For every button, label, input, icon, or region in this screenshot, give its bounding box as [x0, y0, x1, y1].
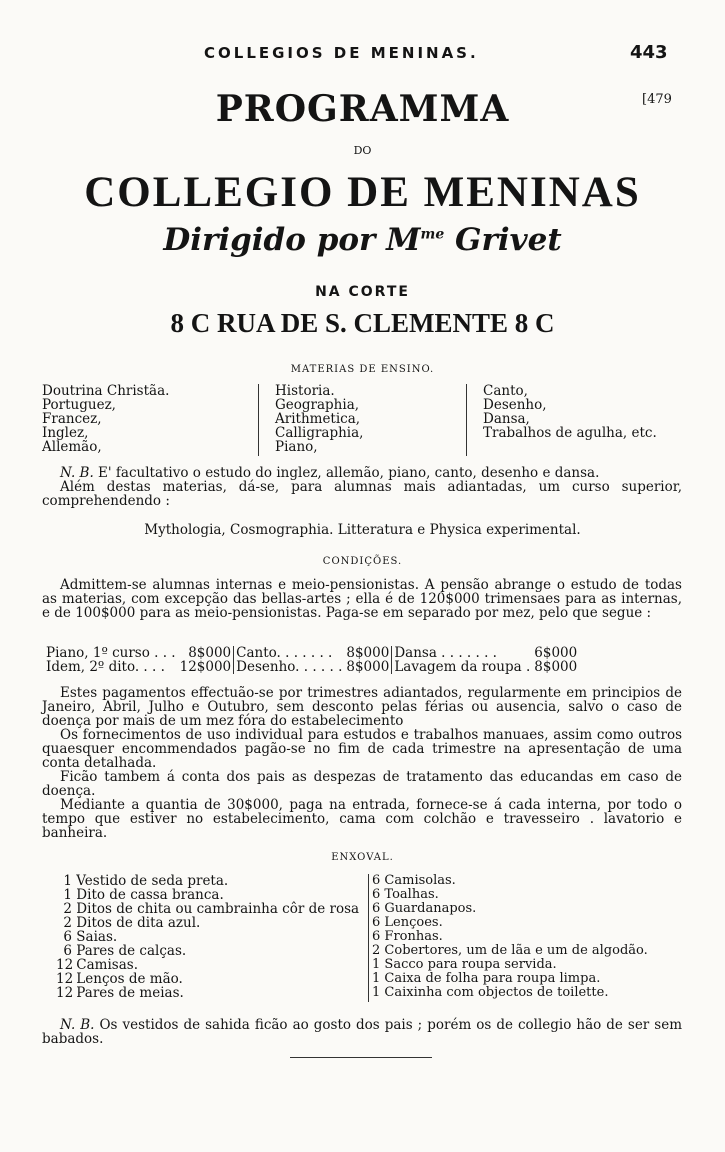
list-item: 2 Ditos de dita azul.: [63, 915, 201, 931]
materia-item: Trabalhos de agulha, etc.: [483, 425, 657, 441]
running-title: COLLEGIOS DE MENINAS.: [204, 44, 479, 62]
price-amount: 8$000: [344, 646, 391, 660]
price-amount: 8$000: [534, 659, 578, 675]
list-item: 6 Fronhas.: [372, 929, 443, 944]
column-divider: [258, 384, 259, 456]
materia-item: Francez,: [42, 411, 102, 427]
price-item: Idem, 2º dito. . . .: [46, 659, 165, 675]
nb-dresses: [42, 1018, 682, 1046]
materia-item: Portuguez,: [42, 397, 116, 413]
materia-item: Desenho,: [483, 397, 547, 413]
page-number: 443: [630, 42, 668, 63]
list-item: 6 Guardanapos.: [372, 901, 477, 916]
materia-item: Arithmetica,: [275, 411, 361, 427]
programme-title: PROGRAMMA: [215, 88, 510, 130]
list-item: 6 Camisolas.: [372, 873, 456, 888]
condicoes-heading: CONDIÇÕES.: [322, 556, 403, 567]
list-item: 1 Dito de cassa branca.: [63, 887, 224, 903]
location-line: NA CORTE: [315, 284, 410, 300]
list-item: 2 Ditos de chita ou cambrainha côr de rosa: [63, 901, 360, 917]
address-line: 8 C RUA DE S. CLEMENTE 8 C: [170, 308, 555, 338]
price-item: Lavagem da roupa .: [394, 659, 531, 675]
list-item: 1 Sacco para roupa servida.: [372, 957, 557, 972]
price-amount: 8$000: [344, 660, 391, 674]
margin-note: [479: [642, 92, 672, 107]
nb-text: E' facultativo o estudo do inglez, allemão, piano, canto, desenho e dansa.: [93, 465, 600, 481]
enxoval-heading: ENXOVAL.: [331, 852, 394, 863]
materia-item: Canto,: [483, 383, 528, 399]
nb-label: N. B.: [60, 1017, 95, 1033]
enxoval-left: [56, 874, 359, 1000]
list-item: 12 Pares de meias.: [56, 985, 184, 1001]
price-amount: 12$000: [178, 660, 234, 674]
column-divider: [368, 874, 369, 1002]
materia-item: Calligraphia,: [275, 425, 364, 441]
materia-item: Historia.: [275, 383, 335, 399]
list-item: 6 Lençoes.: [372, 915, 443, 930]
directed-by: [0, 222, 725, 258]
supplies-paragraph: Os fornecimentos de uso individual para estudos e trabalhos manuaes, assim como outros quaesquer encommendados pagão-se no fim de cada trimestre na apresentação de uma conta detalhada.: [42, 727, 682, 771]
list-item: 1 Vestido de seda preta.: [63, 873, 229, 889]
payment-paragraph: Estes pagamentos effectuão-se por trimestres adiantados, regularmente em principios de Janeiro, Abril, Julho e Outubro, sem desconto pelas férias ou ausencia, salvo o caso de doença por mais de um mez fóra do estabelecimento: [42, 685, 682, 729]
enxoval-right: [372, 874, 648, 1000]
price-amount: 8$000: [178, 646, 234, 660]
list-item: 2 Cobertores, um de lãa e um de algodão.: [372, 943, 648, 958]
medical-paragraph: Ficão tambem á conta dos pais as despezas de tratamento das educandas em caso de doença.: [42, 769, 682, 799]
list-item: 12 Camisas.: [56, 957, 138, 973]
nb-text: Os vestidos de sahida ficão ao gosto dos pais ; porém os de collegio hão de ser sem babados.: [42, 1017, 682, 1047]
list-item: 6 Toalhas.: [372, 887, 439, 902]
price-table: [44, 646, 579, 674]
directed-sup: me: [420, 226, 445, 243]
price-item: Piano, 1º curso . . .: [46, 645, 176, 661]
materias-col-2: [275, 384, 363, 454]
superior-course-subjects: Mythologia, Cosmographia. Litteratura e Physica experimental.: [144, 522, 581, 538]
list-item: 1 Caixa de folha para roupa limpa.: [372, 971, 601, 986]
price-item: Canto. . . . . . .: [236, 645, 333, 661]
list-item: 12 Lenços de mão.: [56, 971, 183, 987]
materia-item: Allemão,: [42, 439, 102, 455]
nb-label: N. B.: [60, 465, 94, 481]
college-name: COLLEGIO DE MENINAS: [84, 169, 641, 216]
conditions-intro: Admittem-se alumnas internas e meio-pensionistas. A pensão abrange o estudo de todas as materias, com excepção das bellas-artes ; ella é de 120$000 trimensaes para as internas, e de 100$000 para as meio-pensionistas. Paga-se em separado por mez, pelo que segue :: [42, 577, 682, 621]
materia-item: Inglez,: [42, 425, 89, 441]
directed-prefix: Dirigido por M: [163, 222, 421, 258]
price-item: Desenho. . . . . .: [236, 659, 343, 675]
materias-col-1: [42, 384, 169, 454]
closing-rule: [290, 1057, 432, 1058]
price-amount: 6$000: [534, 645, 578, 661]
bedding-paragraph: Mediante a quantia de 30$000, paga na entrada, fornece-se á cada interna, por todo o tempo que estiver no estabelecimento, cama com colchão e travesseiro . lavatorio e banheira.: [42, 797, 682, 841]
table-row: [44, 660, 579, 674]
materia-item: Geographia,: [275, 397, 360, 413]
materias-col-3: [483, 384, 657, 440]
superior-course-note: Além destas materias, dá-se, para alumnas mais adiantadas, um curso superior, comprehendendo :: [42, 479, 682, 509]
column-divider: [466, 384, 467, 456]
conditions-body: [42, 686, 682, 840]
materia-item: Dansa,: [483, 411, 530, 427]
list-item: 6 Saias.: [63, 929, 118, 945]
materia-item: Piano,: [275, 439, 318, 455]
materias-heading: MATERIAS DE ENSINO.: [290, 364, 435, 375]
directed-suffix: Grivet: [444, 222, 562, 258]
price-item: Dansa . . . . . . .: [394, 645, 497, 661]
nb-optional-subjects: [42, 466, 682, 508]
materia-item: Doutrina Christãa.: [42, 383, 170, 399]
title-do: DO: [353, 144, 372, 157]
table-row: [44, 646, 579, 660]
list-item: 6 Pares de calças.: [63, 943, 187, 959]
list-item: 1 Caixinha com objectos de toilette.: [372, 985, 609, 1000]
